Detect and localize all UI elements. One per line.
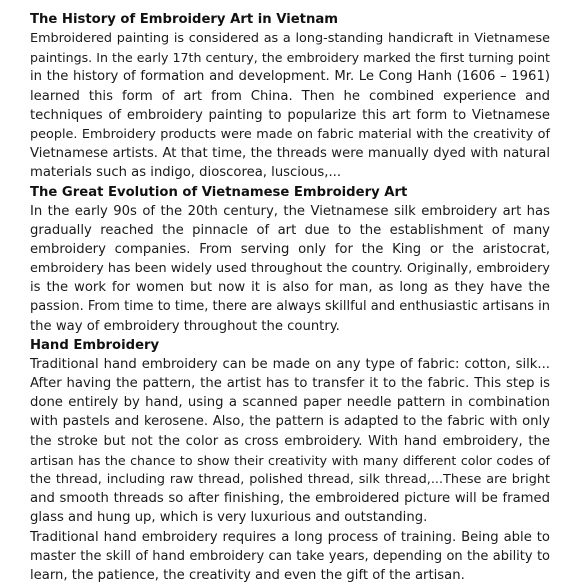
section-history [30, 10, 550, 183]
section-great-evolution [30, 183, 550, 336]
paragraph [30, 355, 550, 528]
paragraph [30, 29, 550, 183]
text-line: embroidery companies. From serving only for the King or the aristocrat, [30, 240, 550, 259]
text-line: and smooth threads so after finishing, the embroidered picture will be framed [30, 489, 550, 508]
text-line: In the early 90s of the 20th century, the Vietnamese silk embroidery art has [30, 202, 550, 221]
section-title: Hand Embroidery [30, 336, 550, 355]
text-line: the way of embroidery throughout the country. [30, 317, 550, 336]
text-line: the thread, including raw thread, polished thread, silk thread,...These are bright [30, 470, 550, 489]
paragraph [30, 202, 550, 336]
text-line: glass and hung up, which is very luxurious and outstanding. [30, 508, 550, 527]
text-line: Traditional hand embroidery can be made on any type of fabric: cotton, silk... [30, 355, 550, 374]
text-line: with pastels and kerosene. Also, the pattern is adapted to the fabric with only [30, 412, 550, 431]
paragraph [30, 528, 550, 585]
text-line: in the history of formation and development. Mr. Le Cong Hanh (1606 – 1961) [30, 67, 550, 86]
text-line: master the skill of hand embroidery can take years, depending on the ability to [30, 547, 550, 566]
text-line: paintings. In the early 17th century, the embroidery marked the first turning point [30, 48, 550, 67]
section-hand-embroidery [30, 336, 550, 585]
text-line: Vietnamese artists. At that time, the threads were manually dyed with natural [30, 144, 550, 163]
text-line: embroidery has been widely used throughout the country. Originally, embroidery [30, 259, 550, 278]
text-line: learned this form of art from China. Then he combined experience and [30, 87, 550, 106]
text-line: people. Embroidery products were made on fabric material with the creativity of [30, 125, 550, 144]
document-body [30, 10, 550, 585]
text-line: is the work for women but now it is also for man, as long as they have the [30, 278, 550, 297]
text-line: After having the pattern, the artist has to transfer it to the fabric. This step is [30, 374, 550, 393]
text-line: materials such as indigo, dioscorea, luscious,... [30, 163, 550, 182]
section-title: The Great Evolution of Vietnamese Embroidery Art [30, 183, 550, 202]
text-line: the stroke but not the color as cross embroidery. With hand embroidery, the [30, 432, 550, 451]
section-title: The History of Embroidery Art in Vietnam [30, 10, 550, 29]
text-line: Embroidered painting is considered as a long-standing handicraft in Vietnamese [30, 29, 550, 48]
text-line: gradually reached the pinnacle of art due to the establishment of many [30, 221, 550, 240]
text-line: Traditional hand embroidery requires a long process of training. Being able to [30, 528, 550, 547]
text-line: done entirely by hand, using a scanned paper needle pattern in combination [30, 393, 550, 412]
text-line: techniques of embroidery painting to popularize this art form to Vietnamese [30, 106, 550, 125]
text-line: passion. From time to time, there are always skillful and enthusiastic artisans in [30, 297, 550, 316]
text-line: artisan has the chance to show their creativity with many different color codes of [30, 451, 550, 470]
text-line: learn, the patience, the creativity and even the gift of the artisan. [30, 566, 550, 585]
